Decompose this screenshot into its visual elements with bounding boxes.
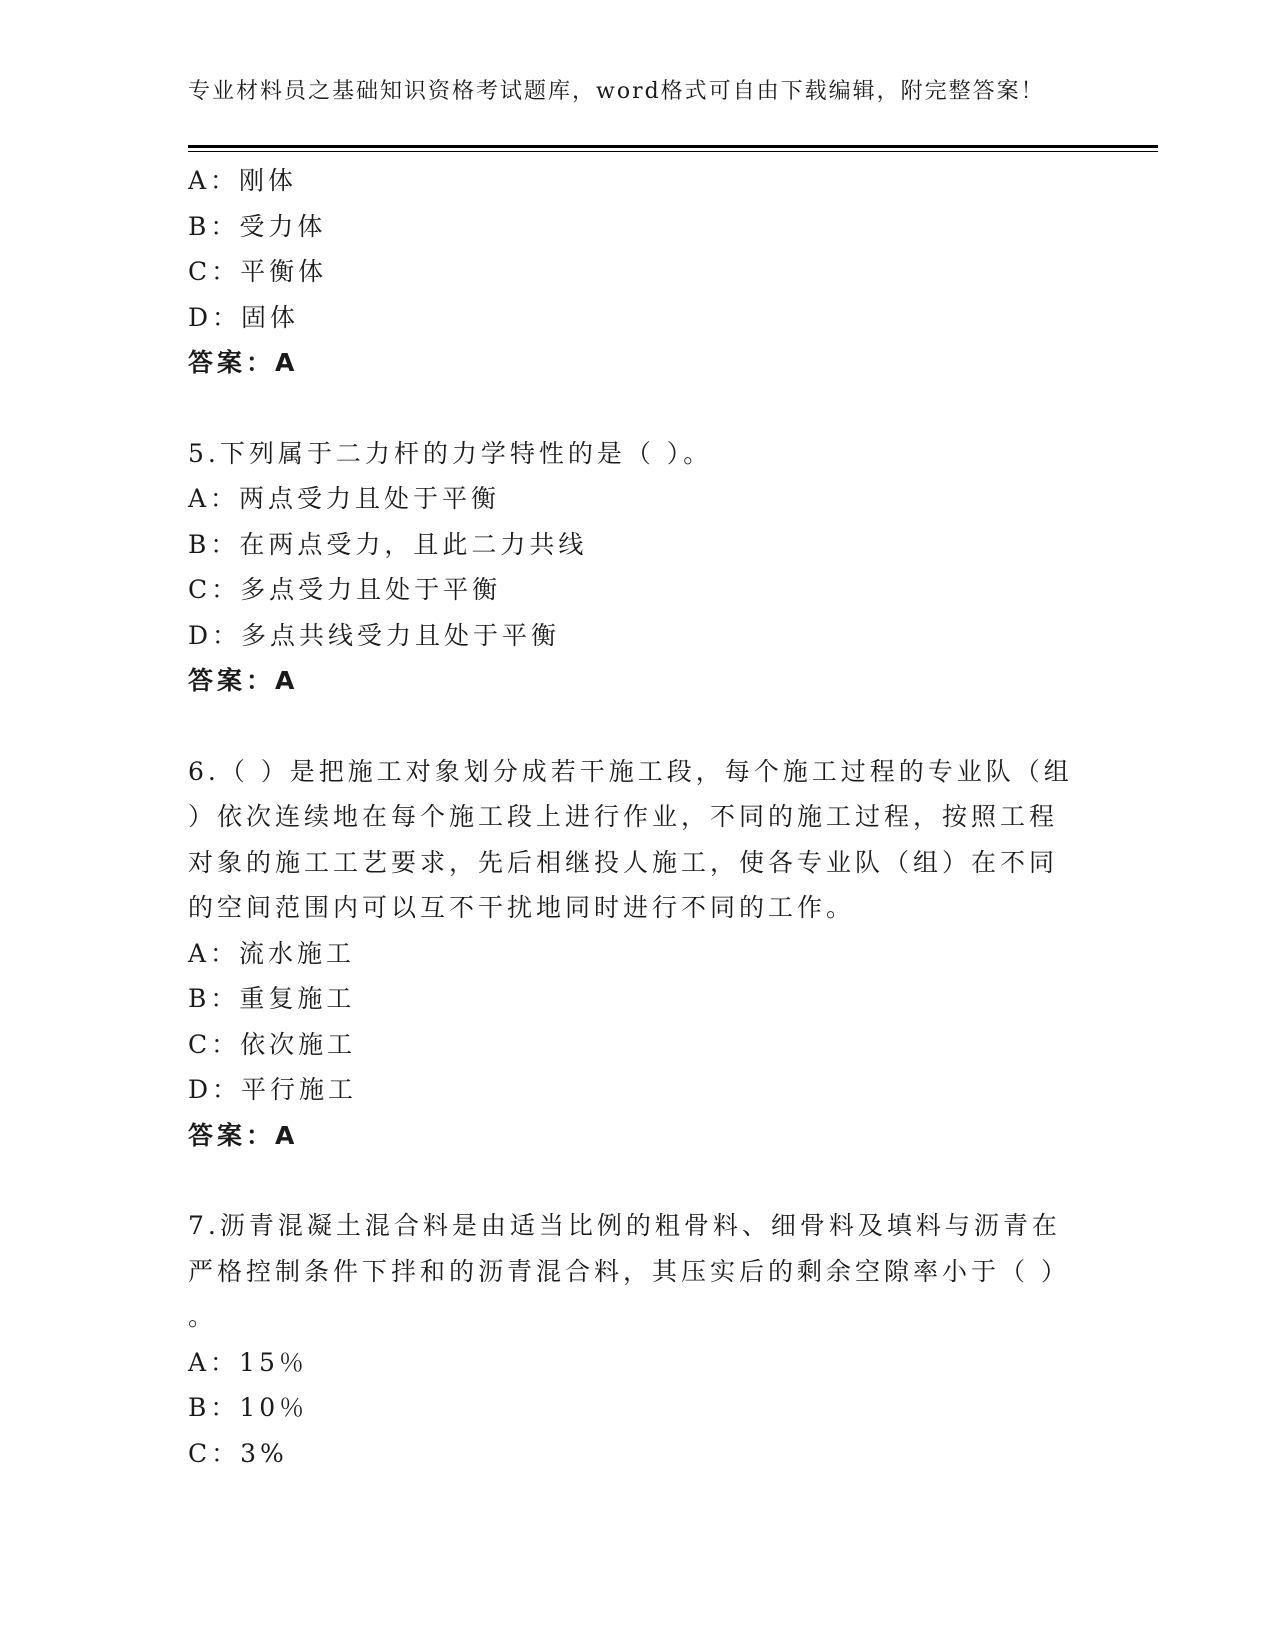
question-stem-line: 。 (188, 1302, 218, 1331)
question-stem-line: 的空间范围内可以互不干扰地同时进行不同的工作。 (188, 893, 856, 922)
spacer (188, 704, 1088, 749)
option-a: A：流水施工 (188, 938, 356, 968)
header-rule-thick (188, 145, 1158, 148)
question-stem: 5.下列属于二力杆的力学特性的是（ ）。 (188, 438, 713, 468)
question-stem-line: 对象的施工工艺要求，先后相继投人施工，使各专业队（组）在不同 (188, 847, 1059, 877)
answer: 答案：A (188, 666, 299, 695)
question-7 (188, 1203, 1088, 1476)
option-b: B：在两点受力，且此二力共线 (188, 529, 588, 559)
answer: 答案：A (188, 348, 299, 377)
option-b: B：受力体 (188, 211, 327, 241)
option-a: A：刚体 (188, 166, 298, 195)
question-content (188, 158, 1088, 1476)
question-5 (188, 431, 1088, 704)
page-header: 专业材料员之基础知识资格考试题库，word格式可自由下载编辑，附完整答案！ (188, 79, 1045, 104)
option-d: D：多点共线受力且处于平衡 (188, 620, 561, 650)
question-stem-line: 7.沥青混凝土混合料是由适当比例的粗骨料、细骨料及填料与沥青在 (188, 1211, 1061, 1240)
option-a: A：两点受力且处于平衡 (188, 484, 501, 513)
option-d: D：平行施工 (188, 1075, 358, 1104)
option-a: A：15％ (188, 1347, 308, 1377)
option-b: B：重复施工 (188, 984, 356, 1013)
option-d: D：固体 (188, 302, 300, 332)
answer: 答案：A (188, 1120, 299, 1150)
question-stem-line: 严格控制条件下拌和的沥青混合料，其压实后的剩余空隙率小于（ ） (188, 1256, 1070, 1286)
option-c: C：平衡体 (188, 257, 328, 286)
option-c: C：3% (188, 1438, 288, 1468)
spacer (188, 386, 1088, 431)
option-b: B：10％ (188, 1393, 309, 1422)
spacer (188, 1158, 1088, 1203)
question-stem-line: ）依次连续地在每个施工段上进行作业，不同的施工过程，按照工程 (188, 802, 1059, 831)
question-4-tail (188, 158, 1088, 386)
option-c: C：依次施工 (188, 1029, 357, 1059)
header-rule-thin (188, 151, 1158, 152)
question-6 (188, 749, 1088, 1159)
question-stem-line: 6.（ ）是把施工对象划分成若干施工段，每个施工过程的专业队（组 (188, 756, 1073, 786)
option-c: C：多点受力且处于平衡 (188, 575, 502, 604)
